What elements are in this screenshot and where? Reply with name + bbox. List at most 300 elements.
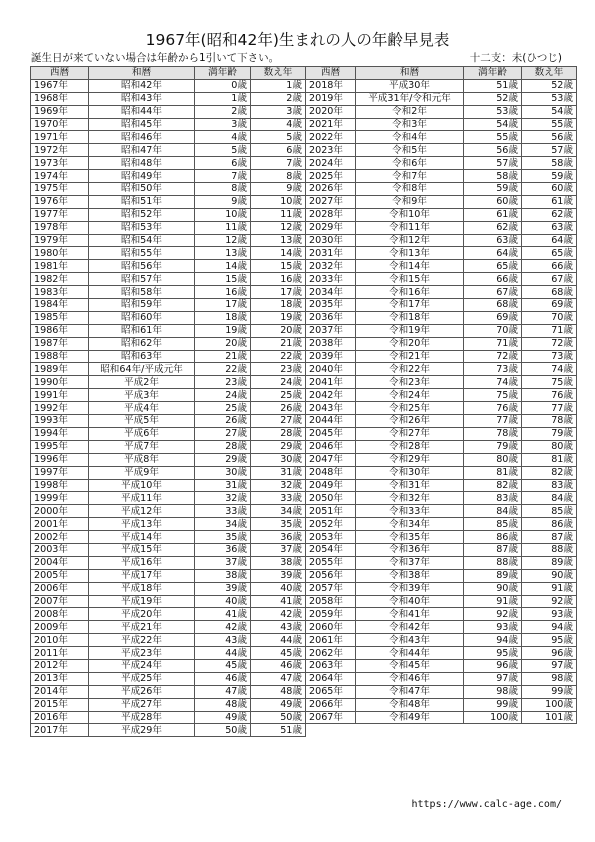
- cell-wareki: 令和21年: [356, 350, 464, 363]
- cell-full-age: 44歳: [195, 647, 251, 660]
- cell-full-age: 50歳: [195, 724, 251, 737]
- cell-kazoe-age: 59歳: [522, 170, 577, 183]
- cell-kazoe-age: 12歳: [251, 221, 306, 234]
- cell-kazoe-age: 101歳: [522, 711, 577, 724]
- cell-kazoe-age: 55歳: [522, 118, 577, 131]
- cell-seireki: 1996年: [31, 453, 89, 466]
- cell-kazoe-age: 71歳: [522, 324, 577, 337]
- cell-kazoe-age: 64歳: [522, 234, 577, 247]
- cell-kazoe-age: 54歳: [522, 105, 577, 118]
- table-row: [31, 247, 306, 260]
- cell-kazoe-age: 83歳: [522, 479, 577, 492]
- cell-kazoe-age: 95歳: [522, 634, 577, 647]
- header-kazoe-age: 数え年: [522, 67, 577, 80]
- table-row: [306, 505, 577, 518]
- cell-kazoe-age: 21歳: [251, 337, 306, 350]
- table-row: [31, 376, 306, 389]
- cell-seireki: 2057年: [306, 582, 356, 595]
- cell-seireki: 1992年: [31, 402, 89, 415]
- table-row: [31, 595, 306, 608]
- cell-kazoe-age: 34歳: [251, 505, 306, 518]
- cell-full-age: 91歳: [464, 595, 522, 608]
- cell-full-age: 77歳: [464, 415, 522, 428]
- cell-seireki: 2058年: [306, 595, 356, 608]
- header-wareki: 和暦: [356, 67, 464, 80]
- cell-seireki: 1970年: [31, 118, 89, 131]
- cell-wareki: 令和30年: [356, 466, 464, 479]
- table-row: [31, 363, 306, 376]
- cell-kazoe-age: 68歳: [522, 286, 577, 299]
- cell-kazoe-age: 80歳: [522, 440, 577, 453]
- table-row: [31, 479, 306, 492]
- cell-wareki: 令和13年: [356, 247, 464, 260]
- cell-kazoe-age: 41歳: [251, 595, 306, 608]
- cell-wareki: 令和20年: [356, 337, 464, 350]
- cell-kazoe-age: 66歳: [522, 260, 577, 273]
- cell-seireki: 1986年: [31, 324, 89, 337]
- cell-wareki: 令和23年: [356, 376, 464, 389]
- cell-seireki: 2021年: [306, 118, 356, 131]
- cell-full-age: 92歳: [464, 608, 522, 621]
- cell-full-age: 52歳: [464, 92, 522, 105]
- cell-wareki: 平成12年: [89, 505, 195, 518]
- cell-kazoe-age: 46歳: [251, 659, 306, 672]
- cell-seireki: 2038年: [306, 337, 356, 350]
- cell-seireki: 2047年: [306, 453, 356, 466]
- cell-seireki: 2034年: [306, 286, 356, 299]
- cell-full-age: 55歳: [464, 131, 522, 144]
- cell-wareki: 令和43年: [356, 634, 464, 647]
- table-row: [31, 79, 306, 92]
- cell-wareki: 昭和62年: [89, 337, 195, 350]
- cell-seireki: 2001年: [31, 518, 89, 531]
- cell-kazoe-age: 36歳: [251, 531, 306, 544]
- cell-wareki: 令和31年: [356, 479, 464, 492]
- cell-seireki: 2016年: [31, 711, 89, 724]
- cell-wareki: 昭和64年/平成元年: [89, 363, 195, 376]
- cell-full-age: 17歳: [195, 299, 251, 312]
- cell-kazoe-age: 74歳: [522, 363, 577, 376]
- cell-full-age: 48歳: [195, 698, 251, 711]
- header-seireki: 西暦: [306, 67, 356, 80]
- cell-kazoe-age: 50歳: [251, 711, 306, 724]
- cell-seireki: 2065年: [306, 685, 356, 698]
- cell-wareki: 令和11年: [356, 221, 464, 234]
- cell-full-age: 47歳: [195, 685, 251, 698]
- cell-seireki: 2019年: [306, 92, 356, 105]
- table-row: [306, 634, 577, 647]
- cell-seireki: 1973年: [31, 157, 89, 170]
- cell-full-age: 70歳: [464, 324, 522, 337]
- cell-wareki: 昭和53年: [89, 221, 195, 234]
- cell-wareki: 令和39年: [356, 582, 464, 595]
- cell-full-age: 74歳: [464, 376, 522, 389]
- cell-kazoe-age: 77歳: [522, 402, 577, 415]
- cell-kazoe-age: 63歳: [522, 221, 577, 234]
- cell-full-age: 18歳: [195, 311, 251, 324]
- cell-seireki: 2002年: [31, 531, 89, 544]
- cell-wareki: 令和35年: [356, 531, 464, 544]
- cell-full-age: 0歳: [195, 79, 251, 92]
- cell-wareki: 昭和54年: [89, 234, 195, 247]
- table-row: [31, 698, 306, 711]
- birthday-note: 誕生日が来ていない場合は年齢から1引いて下さい。: [31, 52, 280, 64]
- cell-seireki: 1978年: [31, 221, 89, 234]
- cell-wareki: 平成9年: [89, 466, 195, 479]
- cell-full-age: 79歳: [464, 440, 522, 453]
- table-row: [31, 492, 306, 505]
- cell-kazoe-age: 16歳: [251, 273, 306, 286]
- cell-seireki: 2050年: [306, 492, 356, 505]
- cell-full-age: 87歳: [464, 543, 522, 556]
- table-row: [306, 157, 577, 170]
- table-row: [306, 569, 577, 582]
- cell-wareki: 平成5年: [89, 415, 195, 428]
- cell-wareki: 令和29年: [356, 453, 464, 466]
- cell-wareki: 令和24年: [356, 389, 464, 402]
- table-row: [306, 556, 577, 569]
- cell-kazoe-age: 79歳: [522, 427, 577, 440]
- table-row: [306, 299, 577, 312]
- cell-kazoe-age: 45歳: [251, 647, 306, 660]
- cell-full-age: 73歳: [464, 363, 522, 376]
- cell-wareki: 昭和59年: [89, 299, 195, 312]
- cell-full-age: 51歳: [464, 79, 522, 92]
- cell-seireki: 1982年: [31, 273, 89, 286]
- cell-kazoe-age: 19歳: [251, 311, 306, 324]
- cell-kazoe-age: 67歳: [522, 273, 577, 286]
- cell-wareki: 令和16年: [356, 286, 464, 299]
- cell-kazoe-age: 61歳: [522, 195, 577, 208]
- table-row: [306, 311, 577, 324]
- cell-wareki: 令和36年: [356, 543, 464, 556]
- cell-full-age: 80歳: [464, 453, 522, 466]
- cell-kazoe-age: 94歳: [522, 621, 577, 634]
- cell-seireki: 1984年: [31, 299, 89, 312]
- cell-full-age: 45歳: [195, 659, 251, 672]
- cell-kazoe-age: 89歳: [522, 556, 577, 569]
- cell-wareki: 令和41年: [356, 608, 464, 621]
- cell-seireki: 2060年: [306, 621, 356, 634]
- cell-full-age: 90歳: [464, 582, 522, 595]
- cell-full-age: 32歳: [195, 492, 251, 505]
- cell-wareki: 令和32年: [356, 492, 464, 505]
- cell-full-age: 64歳: [464, 247, 522, 260]
- cell-wareki: 昭和61年: [89, 324, 195, 337]
- cell-wareki: 平成17年: [89, 569, 195, 582]
- table-row: [31, 634, 306, 647]
- cell-seireki: 2040年: [306, 363, 356, 376]
- table-row: [31, 415, 306, 428]
- site-url: https://www.calc-age.com/: [411, 799, 562, 810]
- table-row: [306, 659, 577, 672]
- table-row: [31, 621, 306, 634]
- table-row: [31, 659, 306, 672]
- cell-seireki: 2046年: [306, 440, 356, 453]
- table-row: [31, 118, 306, 131]
- cell-kazoe-age: 88歳: [522, 543, 577, 556]
- cell-full-age: 20歳: [195, 337, 251, 350]
- cell-seireki: 1974年: [31, 170, 89, 183]
- cell-kazoe-age: 30歳: [251, 453, 306, 466]
- cell-seireki: 2024年: [306, 157, 356, 170]
- cell-full-age: 29歳: [195, 453, 251, 466]
- cell-kazoe-age: 4歳: [251, 118, 306, 131]
- cell-full-age: 27歳: [195, 427, 251, 440]
- cell-kazoe-age: 62歳: [522, 208, 577, 221]
- cell-full-age: 37歳: [195, 556, 251, 569]
- cell-full-age: 10歳: [195, 208, 251, 221]
- cell-full-age: 97歳: [464, 672, 522, 685]
- cell-wareki: 令和34年: [356, 518, 464, 531]
- cell-kazoe-age: 29歳: [251, 440, 306, 453]
- cell-wareki: 平成21年: [89, 621, 195, 634]
- cell-kazoe-age: 69歳: [522, 299, 577, 312]
- table-row: [31, 208, 306, 221]
- cell-full-age: 75歳: [464, 389, 522, 402]
- table-row: [31, 105, 306, 118]
- table-row: [306, 479, 577, 492]
- cell-seireki: 2003年: [31, 543, 89, 556]
- cell-full-age: 72歳: [464, 350, 522, 363]
- cell-kazoe-age: 75歳: [522, 376, 577, 389]
- table-row: [306, 453, 577, 466]
- cell-wareki: 平成14年: [89, 531, 195, 544]
- cell-full-age: 15歳: [195, 273, 251, 286]
- cell-wareki: 昭和58年: [89, 286, 195, 299]
- cell-kazoe-age: 97歳: [522, 659, 577, 672]
- cell-seireki: 2022年: [306, 131, 356, 144]
- table-row: [31, 569, 306, 582]
- table-row: [31, 505, 306, 518]
- cell-full-age: 98歳: [464, 685, 522, 698]
- cell-wareki: 令和18年: [356, 311, 464, 324]
- cell-wareki: 令和26年: [356, 415, 464, 428]
- cell-wareki: 昭和47年: [89, 144, 195, 157]
- table-row: [306, 144, 577, 157]
- cell-kazoe-age: 92歳: [522, 595, 577, 608]
- age-table-left: [30, 66, 306, 737]
- cell-wareki: 令和45年: [356, 659, 464, 672]
- header-kazoe-age: 数え年: [251, 67, 306, 80]
- cell-full-age: 30歳: [195, 466, 251, 479]
- cell-wareki: 昭和46年: [89, 131, 195, 144]
- cell-kazoe-age: 28歳: [251, 427, 306, 440]
- cell-wareki: 平成29年: [89, 724, 195, 737]
- cell-seireki: 1983年: [31, 286, 89, 299]
- cell-kazoe-age: 86歳: [522, 518, 577, 531]
- cell-kazoe-age: 65歳: [522, 247, 577, 260]
- cell-full-age: 78歳: [464, 427, 522, 440]
- cell-kazoe-age: 47歳: [251, 672, 306, 685]
- cell-full-age: 65歳: [464, 260, 522, 273]
- table-row: [306, 647, 577, 660]
- cell-full-age: 25歳: [195, 402, 251, 415]
- cell-wareki: 令和28年: [356, 440, 464, 453]
- cell-kazoe-age: 23歳: [251, 363, 306, 376]
- cell-wareki: 令和7年: [356, 170, 464, 183]
- table-row: [31, 685, 306, 698]
- cell-wareki: 令和5年: [356, 144, 464, 157]
- cell-seireki: 2031年: [306, 247, 356, 260]
- cell-seireki: 2037年: [306, 324, 356, 337]
- table-row: [306, 170, 577, 183]
- cell-seireki: 2030年: [306, 234, 356, 247]
- cell-full-age: 59歳: [464, 183, 522, 196]
- cell-kazoe-age: 33歳: [251, 492, 306, 505]
- table-row: [31, 556, 306, 569]
- cell-kazoe-age: 53歳: [522, 92, 577, 105]
- cell-wareki: 令和49年: [356, 711, 464, 724]
- cell-kazoe-age: 60歳: [522, 183, 577, 196]
- table-row: [31, 466, 306, 479]
- cell-wareki: 平成8年: [89, 453, 195, 466]
- cell-wareki: 令和4年: [356, 131, 464, 144]
- table-row: [306, 685, 577, 698]
- cell-full-age: 63歳: [464, 234, 522, 247]
- cell-wareki: 令和42年: [356, 621, 464, 634]
- table-row: [306, 492, 577, 505]
- cell-seireki: 2053年: [306, 531, 356, 544]
- cell-wareki: 平成28年: [89, 711, 195, 724]
- cell-full-age: 99歳: [464, 698, 522, 711]
- header-wareki: 和暦: [89, 67, 195, 80]
- cell-kazoe-age: 10歳: [251, 195, 306, 208]
- cell-kazoe-age: 39歳: [251, 569, 306, 582]
- cell-kazoe-age: 38歳: [251, 556, 306, 569]
- table-row: [31, 324, 306, 337]
- table-row: [306, 415, 577, 428]
- cell-wareki: 令和19年: [356, 324, 464, 337]
- cell-seireki: 2020年: [306, 105, 356, 118]
- cell-kazoe-age: 48歳: [251, 685, 306, 698]
- table-row: [306, 608, 577, 621]
- cell-kazoe-age: 31歳: [251, 466, 306, 479]
- cell-full-age: 71歳: [464, 337, 522, 350]
- cell-kazoe-age: 51歳: [251, 724, 306, 737]
- cell-seireki: 2029年: [306, 221, 356, 234]
- table-row: [306, 131, 577, 144]
- cell-full-age: 85歳: [464, 518, 522, 531]
- cell-full-age: 49歳: [195, 711, 251, 724]
- table-row: [31, 221, 306, 234]
- cell-full-age: 41歳: [195, 608, 251, 621]
- page-title: 1967年(昭和42年)生まれの人の年齢早見表: [145, 31, 450, 49]
- cell-full-age: 13歳: [195, 247, 251, 260]
- cell-wareki: 平成15年: [89, 543, 195, 556]
- cell-kazoe-age: 72歳: [522, 337, 577, 350]
- cell-seireki: 2018年: [306, 79, 356, 92]
- table-row: [306, 531, 577, 544]
- cell-wareki: 平成16年: [89, 556, 195, 569]
- cell-full-age: 66歳: [464, 273, 522, 286]
- cell-wareki: 昭和44年: [89, 105, 195, 118]
- age-table-right: [305, 66, 577, 724]
- cell-kazoe-age: 84歳: [522, 492, 577, 505]
- cell-wareki: 令和2年: [356, 105, 464, 118]
- cell-kazoe-age: 20歳: [251, 324, 306, 337]
- table-row: [306, 698, 577, 711]
- cell-wareki: 平成24年: [89, 659, 195, 672]
- cell-wareki: 平成26年: [89, 685, 195, 698]
- cell-kazoe-age: 78歳: [522, 415, 577, 428]
- cell-full-age: 96歳: [464, 659, 522, 672]
- table-row: [306, 427, 577, 440]
- table-row: [306, 247, 577, 260]
- cell-kazoe-age: 99歳: [522, 685, 577, 698]
- cell-wareki: 昭和49年: [89, 170, 195, 183]
- cell-kazoe-age: 37歳: [251, 543, 306, 556]
- cell-kazoe-age: 49歳: [251, 698, 306, 711]
- cell-wareki: 平成30年: [356, 79, 464, 92]
- cell-wareki: 平成7年: [89, 440, 195, 453]
- cell-seireki: 2063年: [306, 659, 356, 672]
- cell-seireki: 2055年: [306, 556, 356, 569]
- cell-seireki: 2054年: [306, 543, 356, 556]
- cell-full-age: 11歳: [195, 221, 251, 234]
- cell-wareki: 平成2年: [89, 376, 195, 389]
- table-row: [31, 543, 306, 556]
- cell-full-age: 22歳: [195, 363, 251, 376]
- cell-wareki: 平成18年: [89, 582, 195, 595]
- cell-kazoe-age: 91歳: [522, 582, 577, 595]
- table-row: [306, 440, 577, 453]
- cell-kazoe-age: 2歳: [251, 92, 306, 105]
- cell-kazoe-age: 13歳: [251, 234, 306, 247]
- table-row: [31, 389, 306, 402]
- table-row: [306, 221, 577, 234]
- cell-seireki: 2026年: [306, 183, 356, 196]
- cell-full-age: 53歳: [464, 105, 522, 118]
- cell-seireki: 1971年: [31, 131, 89, 144]
- cell-seireki: 1990年: [31, 376, 89, 389]
- cell-kazoe-age: 15歳: [251, 260, 306, 273]
- table-row: [31, 518, 306, 531]
- table-row: [31, 724, 306, 737]
- cell-wareki: 昭和51年: [89, 195, 195, 208]
- cell-seireki: 2059年: [306, 608, 356, 621]
- cell-wareki: 令和14年: [356, 260, 464, 273]
- cell-full-age: 23歳: [195, 376, 251, 389]
- cell-kazoe-age: 8歳: [251, 170, 306, 183]
- cell-seireki: 1995年: [31, 440, 89, 453]
- cell-wareki: 平成6年: [89, 427, 195, 440]
- cell-seireki: 2000年: [31, 505, 89, 518]
- cell-seireki: 1967年: [31, 79, 89, 92]
- cell-full-age: 69歳: [464, 311, 522, 324]
- cell-kazoe-age: 24歳: [251, 376, 306, 389]
- cell-seireki: 2013年: [31, 672, 89, 685]
- cell-kazoe-age: 6歳: [251, 144, 306, 157]
- cell-seireki: 2011年: [31, 647, 89, 660]
- cell-full-age: 2歳: [195, 105, 251, 118]
- table-row: [31, 608, 306, 621]
- cell-full-age: 34歳: [195, 518, 251, 531]
- cell-full-age: 88歳: [464, 556, 522, 569]
- table-row: [31, 131, 306, 144]
- cell-wareki: 昭和63年: [89, 350, 195, 363]
- cell-seireki: 2066年: [306, 698, 356, 711]
- table-row: [306, 518, 577, 531]
- cell-seireki: 1969年: [31, 105, 89, 118]
- cell-kazoe-age: 40歳: [251, 582, 306, 595]
- cell-seireki: 1994年: [31, 427, 89, 440]
- cell-kazoe-age: 14歳: [251, 247, 306, 260]
- table-row: [31, 144, 306, 157]
- cell-kazoe-age: 56歳: [522, 131, 577, 144]
- cell-wareki: 令和37年: [356, 556, 464, 569]
- cell-full-age: 81歳: [464, 466, 522, 479]
